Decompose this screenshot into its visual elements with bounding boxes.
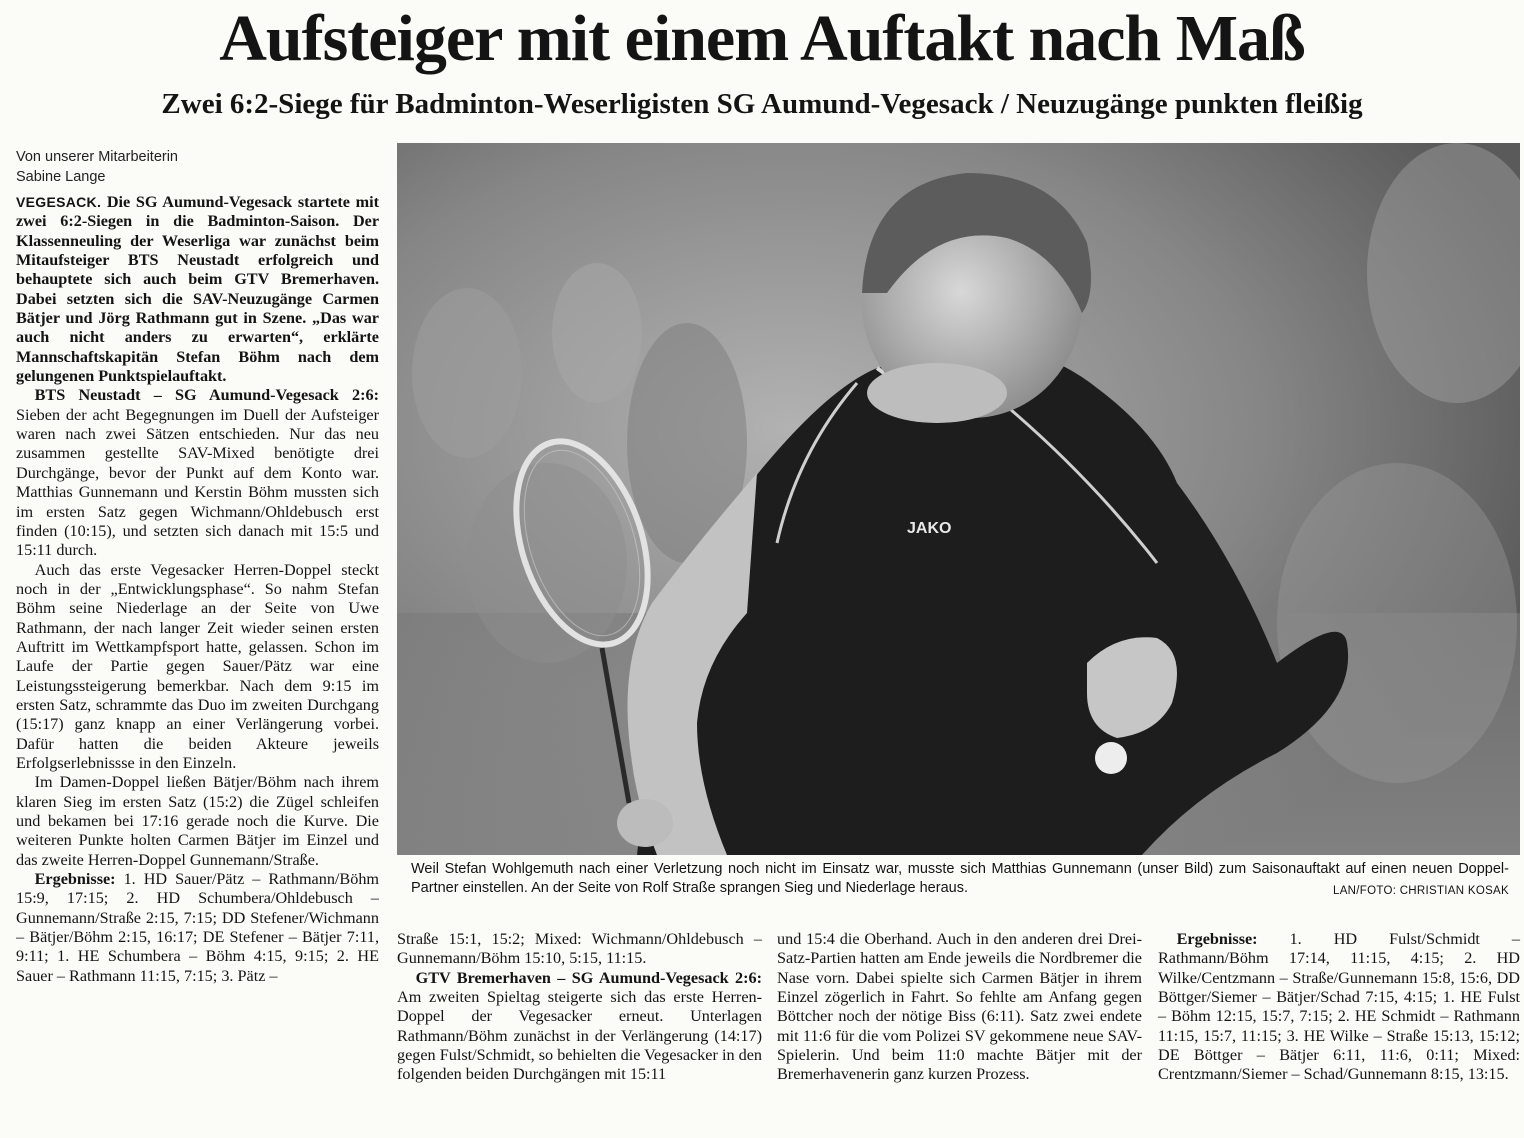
match1-paragraph: [16, 386, 379, 560]
article-column-4: [1158, 930, 1520, 1085]
results2-text: 1. HD Fulst/Schmidt – Rathmann/Böhm 17:14, 11:15, 4:15; 2. HD Wilke/Centzmann – Straße/Gunnemann 15:8, 15:6, DD Böttger/Siemer – Bätjer/Schad 7:15, 4:15; 1. HE Fulst – Böhm 12:15, 15:7, 7:15; 2. HE Schmidt – Rathmann 11:15, 15:7, 11:15; 3. HE Wilke – Straße 15:13, 15:12; DE Böttger – Bätjer 6:11, 11:6, 0:11; Mixed: Crentzmann/Siemer – Schad/Gunnemann 8:15, 13:15.: [1158, 930, 1521, 1084]
match2-paragraph: [397, 969, 762, 1085]
results2-paragraph: [1158, 930, 1520, 1085]
byline-role: Von unserer Mitarbeiterin: [16, 149, 178, 165]
article-column-2: [397, 930, 762, 1085]
match1-heading: BTS Neustadt – SG Aumund-Vegesack 2:6:: [34, 386, 379, 405]
headline: Aufsteiger mit einem Auftakt nach Maß: [219, 2, 1305, 75]
caption-text: Weil Stefan Wohlgemuth nach einer Verletzung noch nicht im Einsatz war, musste sich Matthias Gunnemann (unser Bild) zum Saisonauftakt auf einen neuen Doppel-Partner einstellen. An der Seite von Rolf Straße sprangen Sieg und Niederlage heraus.: [411, 861, 1509, 896]
photo-credit: LAN/FOTO: CHRISTIAN KOSAK: [1333, 885, 1509, 897]
lead-text: Die SG Aumund-Vegesack startete mit zwei 6:2-Siegen in die Badminton-Saison. Der Klassenneuling der Weserliga war zunächst beim Mitaufsteiger BTS Neustadt erfolgreich und behauptete sich auch beim GTV Bremerhaven. Dabei setzten sich die SAV-Neuzugänge Carmen Bätjer und Jörg Rathmann gut in Szene. „Das war auch nicht anders zu erwarten“, erklärte Mannschaftskapitän Stefan Böhm nach dem gelungenen Punktspielauftakt.: [16, 193, 379, 386]
badminton-photo: [397, 143, 1520, 855]
results1-text: 1. HD Sauer/Pätz – Rathmann/Böhm 15:9, 17:15; 2. HD Schumbera/Ohldebusch – Gunnemann/Straße 2:15, 7:15; DD Stefener/Wichmann – Bätjer/Böhm 2:15, 16:17; DE Stefener – Bätjer 7:11, 9:11; 1. HE Schumbera – Böhm 4:15, 9:15; 2. HE Sauer – Rathmann 11:15, 7:15; 3. Pätz –: [16, 870, 379, 985]
match2-heading: GTV Bremerhaven – SG Aumund-Vegesack 2:6:: [415, 968, 762, 987]
results2-label: Ergebnisse:: [1176, 930, 1258, 948]
byline: [16, 147, 386, 187]
match1-text: Sieben der acht Begegnungen im Duell der Aufsteiger waren nach zwei Sätzen entschieden. Nur das neu zusammen gestellte SAV-Mixed benötigte drei Durchgänge, bevor der Punkt auf dem Konto war. Matthias Gunnemann und Kerstin Böhm mussten sich im ersten Satz gegen Wichmann/Ohldebusch erst finden (10:15), und setzten sich danach mit 15:5 und 15:11 durch.: [16, 405, 379, 560]
shirt-logo: JAKO: [907, 520, 952, 537]
subheadline: Zwei 6:2-Siege für Badminton-Weserligisten SG Aumund-Vegesack / Neuzugänge punkten fleißig: [161, 88, 1363, 120]
match2-continued: und 15:4 die Oberhand. Auch in den anderen drei Drei-Satz-Partien hatten am Ende jeweils die Nordbremer die Nase vorn. Dabei spielte sich Carmen Bätjer in ihrem Einzel zögerlich in Fahrt. So fehlte am Anfang gegen Böttcher noch der nötige Biss (6:11). Satz zwei endete mit 11:6 für die vom Polizei SV gekommene neue SAV-Spielerin. Und beim 11:0 machte Bätjer mit der Bremerhavenerin ganz kurzen Prozess.: [777, 930, 1142, 1084]
damen-doppel-paragraph: Im Damen-Doppel ließen Bätjer/Böhm nach ihrem klaren Sieg im ersten Satz (15:2) die Zügel schleifen und bekamen bei 17:16 gerade noch die Kurve. Die weiteren Punkte holten Carmen Bätjer im Einzel und das zweite Herren-Doppel Gunnemann/Straße.: [16, 773, 379, 869]
article-lead-paragraph: [16, 193, 379, 386]
results1-label: Ergebnisse:: [34, 870, 116, 889]
byline-author: Sabine Lange: [16, 169, 106, 185]
results1-continued: Straße 15:1, 15:2; Mixed: Wichmann/Ohldebusch – Gunnemann/Böhm 15:10, 5:15, 11:15.: [397, 930, 762, 968]
photo-illustration: [397, 143, 1520, 855]
article-column-1: [16, 193, 379, 1138]
match2-text: Am zweiten Spieltag steigerte sich das erste Herren-Doppel der Vegesacker erneut. Unterlagen Rathmann/Böhm zunächst in der Verlängerung (14:17) gegen Fulst/Schmidt, so behielten die Vegesacker in den folgenden beiden Durchgängen mit 15:11: [397, 988, 762, 1084]
herren-doppel-paragraph: Auch das erste Vegesacker Herren-Doppel steckt noch in der „Entwicklungsphase“. So nahm Stefan Böhm seine Niederlage an der Seite von Uwe Rathmann, der nach langer Zeit wieder seinen ersten Auftritt im Wettkampfsport hatte, gelassen. Schon im Laufe der Partie gegen Sauer/Pätz war eine Leistungssteigerung bemerkbar. Nach dem 9:15 im ersten Satz, schrammte das Duo im zweiten Durchgang (15:17) ganz knapp an einer Verlängerung vorbei. Dafür hatten die beiden Akteure jeweils Erfolgserlebnissse in den Einzeln.: [16, 560, 379, 772]
photo-caption: [411, 860, 1509, 901]
results1-paragraph: [16, 870, 379, 986]
dateline: VEGESACK.: [16, 194, 102, 210]
article-column-3: [777, 930, 1142, 1085]
